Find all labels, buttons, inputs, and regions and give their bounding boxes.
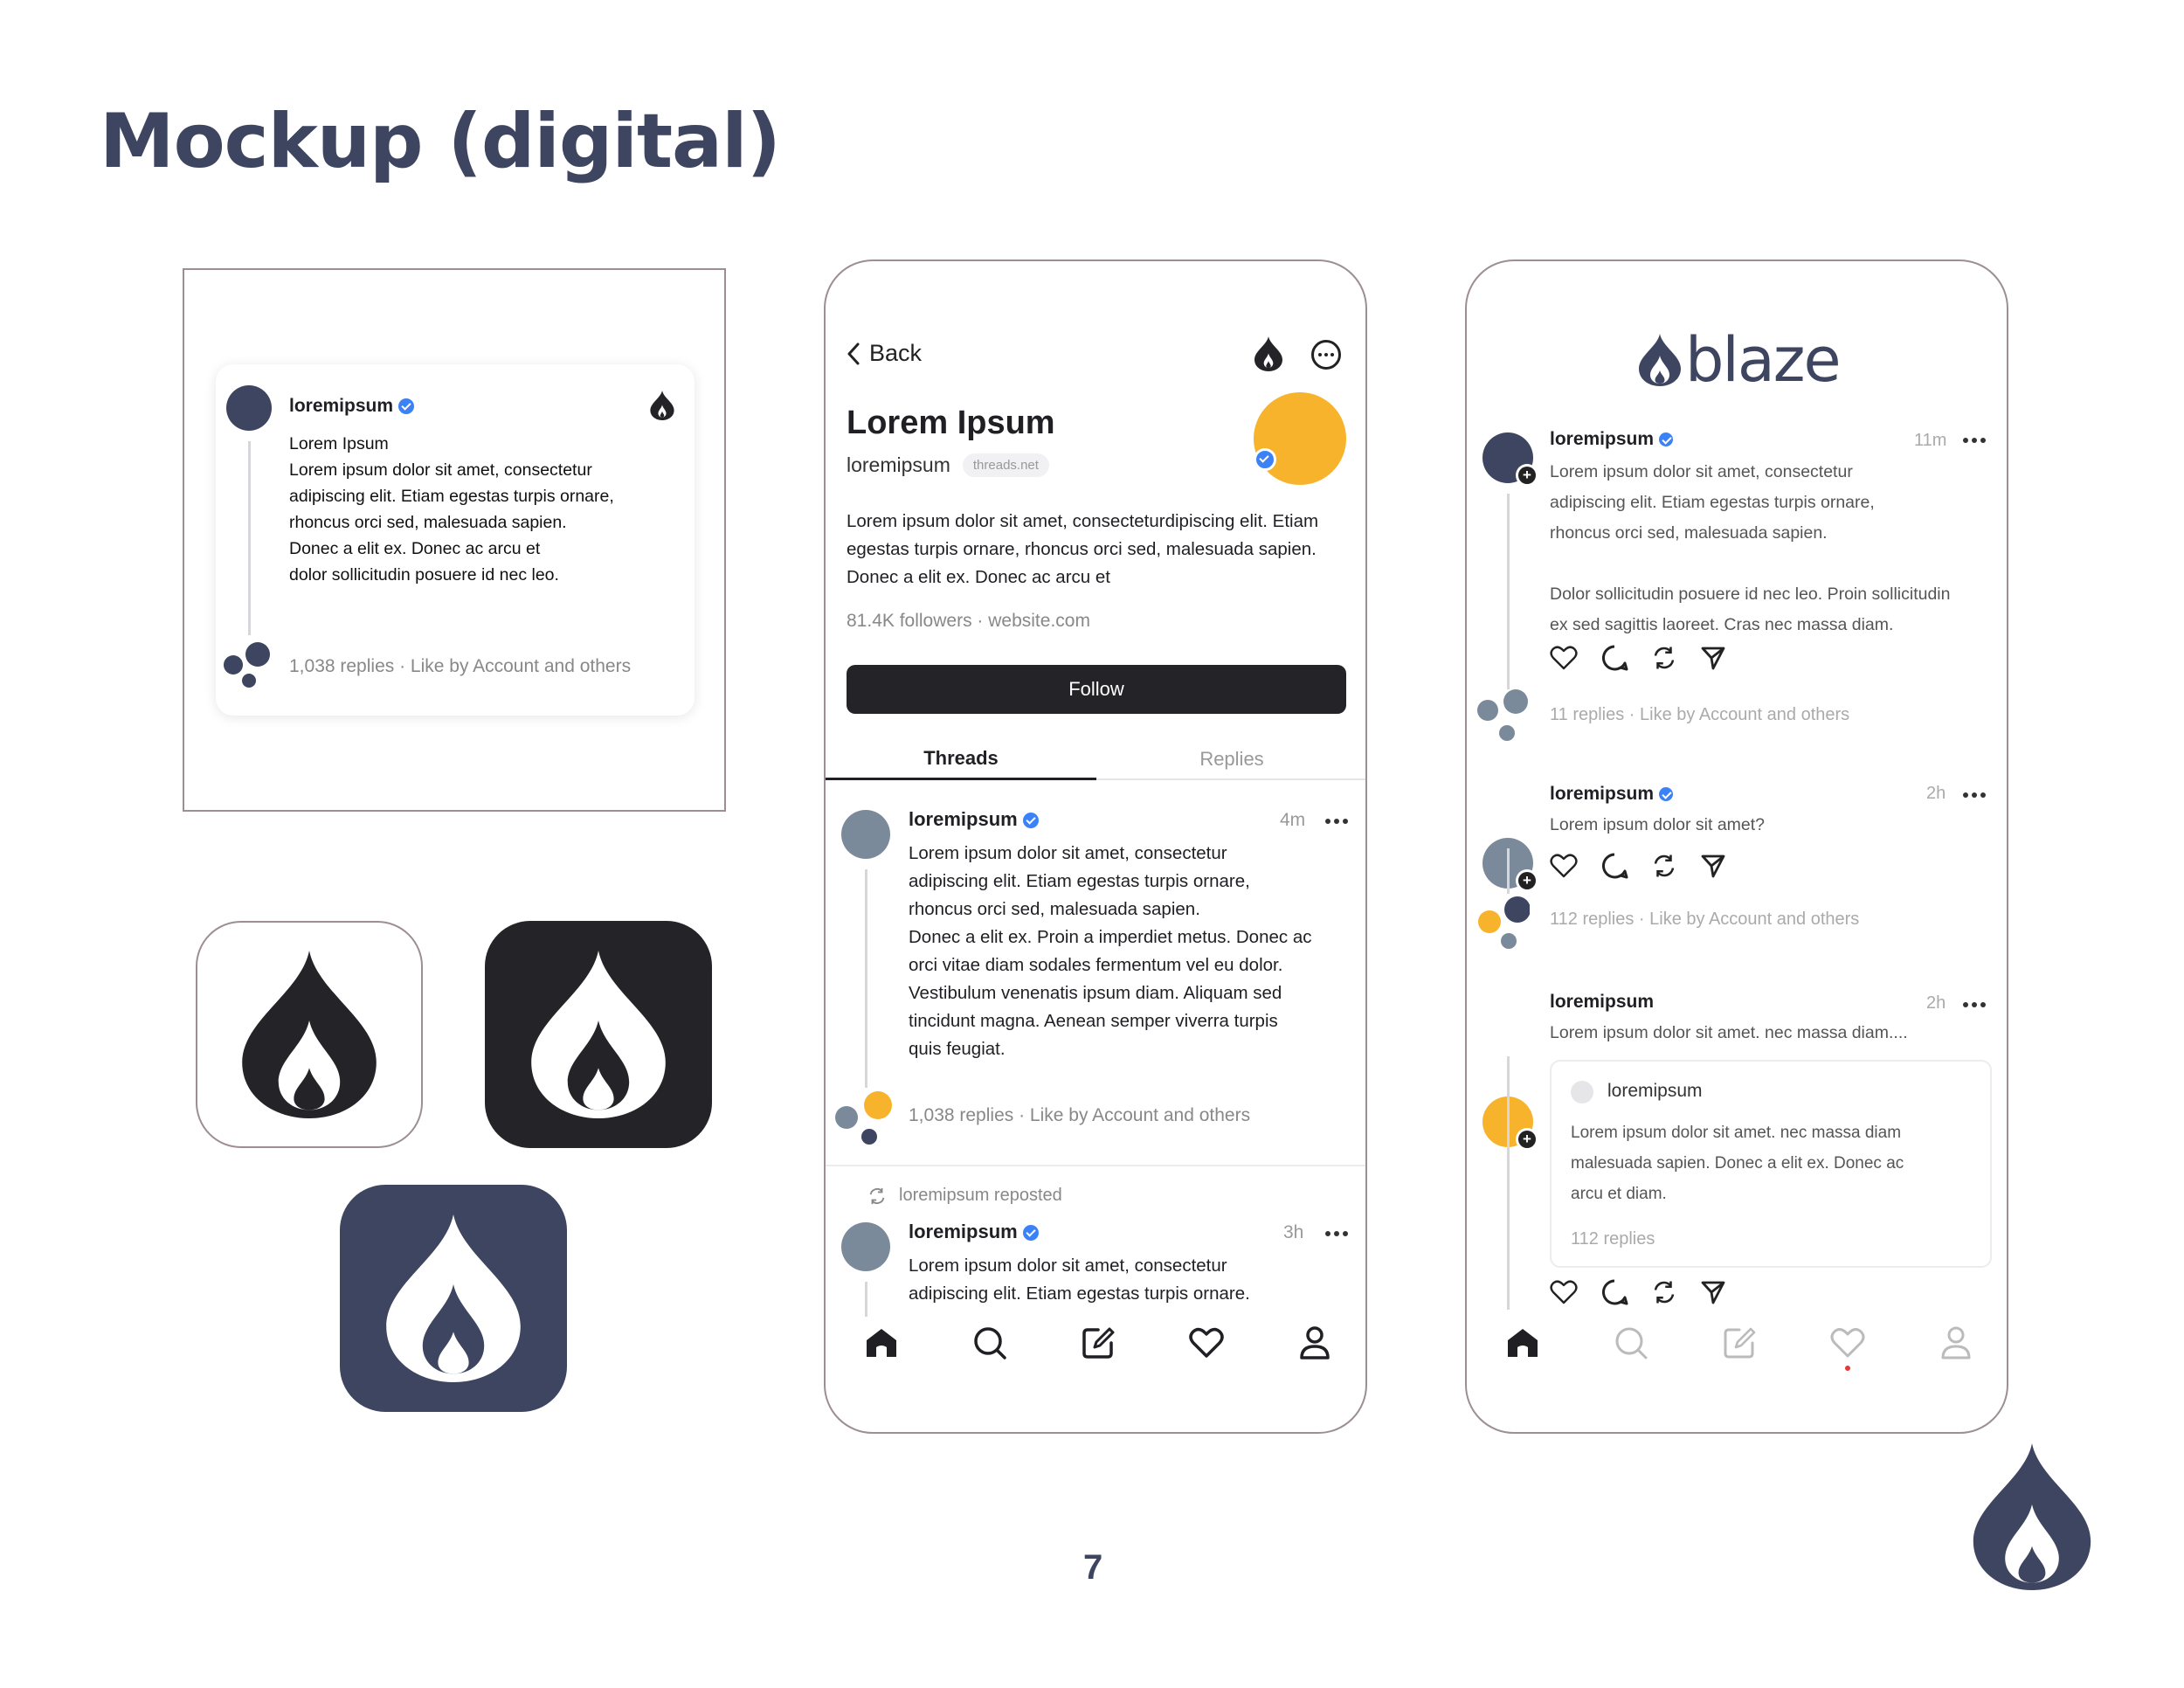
more-icon[interactable] <box>1325 819 1348 824</box>
avatar[interactable] <box>841 1222 890 1271</box>
post-time: 3h <box>1283 1222 1304 1242</box>
profile-icon <box>1940 1325 1972 1360</box>
post-body <box>909 1252 1250 1308</box>
verified-icon <box>1659 787 1673 801</box>
more-icon[interactable] <box>1325 1231 1348 1236</box>
quoted-username: loremipsum <box>1607 1081 1703 1101</box>
brand-name: blaze <box>1685 324 1840 396</box>
profile-phone-screen <box>824 259 1367 1434</box>
repost-icon[interactable] <box>1651 853 1677 879</box>
post-line: Lorem ipsum dolor sit amet. nec massa diam <box>1571 1124 1902 1142</box>
flame-icon <box>529 949 668 1120</box>
verified-icon <box>1254 448 1276 471</box>
post-line: adipiscing elit. Etiam egestas turpis ornare, <box>289 487 614 506</box>
quoted-meta[interactable]: 112 replies <box>1571 1229 1655 1249</box>
nav-activity[interactable] <box>1827 1322 1869 1364</box>
repost-note <box>867 1186 1062 1206</box>
username-label: loremipsum <box>909 808 1018 830</box>
tab-replies[interactable]: Replies <box>1199 748 1264 770</box>
post-line: adipiscing elit. Etiam egestas turpis ornare, <box>1550 493 1875 512</box>
more-icon[interactable] <box>1963 792 1986 798</box>
post-line: Lorem ipsum dolor sit amet, consectetur <box>289 460 592 480</box>
reply-icon[interactable] <box>1600 644 1628 672</box>
post-body <box>1550 457 1951 640</box>
verified-icon <box>1023 1225 1039 1241</box>
nav-compose[interactable] <box>1077 1322 1119 1364</box>
post-line: Vestibulum venenatis ipsum diam. Aliquam sed <box>909 983 1282 1003</box>
post-body: Lorem ipsum dolor sit amet? <box>1550 815 1766 834</box>
back-button[interactable] <box>847 340 922 367</box>
post-time: 2h <box>1926 784 1946 803</box>
heart-icon <box>1189 1327 1224 1359</box>
nav-home[interactable] <box>860 1322 902 1364</box>
verified-icon <box>1659 432 1673 446</box>
post-time: 4m <box>1280 810 1306 830</box>
handle-label: loremipsum <box>847 453 950 476</box>
post-username[interactable] <box>1550 992 1654 1013</box>
feed-phone-screen <box>1465 259 2008 1434</box>
reply-avatars <box>223 642 275 691</box>
notification-dot <box>1845 1366 1850 1371</box>
post-body: Lorem ipsum dolor sit amet. nec massa diam.... <box>1550 1023 1908 1042</box>
flame-icon[interactable] <box>649 391 675 420</box>
avatar[interactable] <box>1482 432 1533 483</box>
post-line: quis feugiat. <box>909 1039 1006 1059</box>
post-meta[interactable]: 1,038 replies · Like by Account and others <box>289 656 632 676</box>
flame-icon <box>1638 334 1682 386</box>
profile-handle <box>847 453 1049 477</box>
compose-icon <box>1081 1325 1116 1360</box>
nav-compose[interactable] <box>1718 1322 1760 1364</box>
search-icon <box>1614 1325 1648 1360</box>
embed-preview-frame <box>183 268 726 812</box>
more-icon[interactable] <box>1311 340 1341 370</box>
post-actions <box>1550 1278 1726 1306</box>
thread-line <box>865 1282 867 1317</box>
thread-line <box>1507 848 1510 894</box>
nav-profile[interactable] <box>1294 1322 1336 1364</box>
post-actions <box>1550 852 1726 880</box>
quoted-body <box>1571 1117 1904 1209</box>
heart-icon[interactable] <box>1550 853 1578 879</box>
avatar <box>1571 1081 1593 1103</box>
profile-icon <box>1299 1325 1330 1360</box>
post-line: ex sed sagittis laoreet. Cras nec massa diam. <box>1550 615 1894 634</box>
compose-icon <box>1722 1325 1757 1360</box>
thread-line <box>865 869 867 1088</box>
app-icon-navy <box>340 1185 567 1412</box>
post-line: dolor sollicitudin posuere id nec leo. <box>289 565 559 585</box>
nav-profile[interactable] <box>1935 1322 1977 1364</box>
follow-plus-icon[interactable]: + <box>1516 464 1538 487</box>
slide-title: Mockup (digital) <box>100 98 780 185</box>
post-line: Dolor sollicitudin posuere id nec leo. Proin sollicitudin <box>1550 585 1951 604</box>
follow-plus-icon[interactable]: + <box>1516 869 1538 892</box>
nav-search[interactable] <box>969 1322 1011 1364</box>
post-line: tincidunt magna. Aenean semper viverra turpis <box>909 1011 1278 1031</box>
post-username[interactable] <box>1550 429 1673 450</box>
reply-icon[interactable] <box>1600 852 1628 880</box>
post-body <box>289 431 656 588</box>
back-label: Back <box>869 340 923 366</box>
post-line: rhoncus orci sed, malesuada sapien. <box>909 899 1200 919</box>
username-label: loremipsum <box>1550 429 1655 449</box>
post-meta[interactable]: 112 replies · Like by Account and others <box>1550 910 1860 929</box>
post-username[interactable] <box>909 808 1039 831</box>
bio-line: egestas turpis ornare, rhoncus orci sed, malesuada sapien. <box>847 539 1317 559</box>
profile-name: Lorem Ipsum <box>847 405 1055 441</box>
bottom-nav <box>826 1322 1367 1383</box>
flame-icon[interactable] <box>1254 336 1283 371</box>
follow-plus-icon[interactable]: + <box>1516 1128 1538 1151</box>
chevron-left-icon <box>847 342 860 365</box>
post-line: rhoncus orci sed, malesuada sapien. <box>1550 523 1828 543</box>
app-icon-dark <box>485 921 712 1148</box>
profile-bio <box>847 508 1344 591</box>
post-line: Lorem ipsum dolor sit amet, consectetur <box>909 1256 1227 1276</box>
verified-icon <box>398 398 414 414</box>
thread-line <box>248 441 251 635</box>
post-line: Donec a elit ex. Proin a imperdiet metus. Donec ac <box>909 927 1312 947</box>
username-label: loremipsum <box>1550 992 1655 1012</box>
flame-logo-icon <box>1971 1438 2093 1595</box>
follow-button[interactable]: Follow <box>847 665 1346 714</box>
heart-icon <box>1830 1327 1865 1359</box>
post-line: Donec a elit ex. Donec ac arcu et <box>289 539 541 558</box>
nav-activity[interactable] <box>1185 1322 1227 1364</box>
post-meta[interactable]: 11 replies · Like by Account and others <box>1550 705 1850 724</box>
verified-icon <box>1023 813 1039 828</box>
post-line: adipiscing elit. Etiam egestas turpis ornare. <box>909 1283 1250 1304</box>
bio-line: Donec a elit ex. Donec ac arcu et <box>847 567 1110 587</box>
repost-icon[interactable] <box>1651 645 1677 671</box>
post-line: Lorem ipsum dolor sit amet, consectetur <box>1550 462 1853 481</box>
tab-threads[interactable]: Threads <box>826 738 1096 780</box>
home-icon <box>1505 1326 1540 1359</box>
post-username[interactable] <box>289 396 414 417</box>
nav-home[interactable] <box>1502 1322 1544 1364</box>
post-username[interactable] <box>1550 784 1673 805</box>
divider <box>826 1165 1367 1166</box>
post-line: arcu et diam. <box>1571 1185 1667 1203</box>
username-label: loremipsum <box>289 396 394 416</box>
post-body <box>909 840 1311 1063</box>
repost-icon <box>867 1186 887 1206</box>
more-icon[interactable] <box>1963 1002 1986 1007</box>
post-time: 2h <box>1926 993 1946 1013</box>
post-line <box>1550 549 1951 579</box>
post-username[interactable] <box>909 1221 1039 1243</box>
nav-search[interactable] <box>1610 1322 1652 1364</box>
avatar[interactable] <box>1254 392 1346 485</box>
reply-avatars <box>1477 689 1530 744</box>
profile-tabs <box>826 738 1367 780</box>
home-icon <box>864 1326 899 1359</box>
post-line: adipiscing elit. Etiam egestas turpis ornare, <box>909 871 1250 891</box>
post-line: Lorem Ipsum <box>289 434 389 453</box>
app-icon-light <box>196 921 423 1148</box>
brand-logo <box>1638 324 1840 396</box>
avatar[interactable] <box>841 810 890 859</box>
post-line: Lorem ipsum dolor sit amet, consectetur <box>909 843 1227 863</box>
reply-avatars <box>834 1091 895 1147</box>
bottom-nav <box>1467 1322 2008 1383</box>
post-actions <box>1550 644 1726 672</box>
post-line: rhoncus orci sed, malesuada sapien. <box>289 513 567 532</box>
post-meta[interactable]: 1,038 replies · Like by Account and others <box>909 1105 1251 1125</box>
flame-icon <box>239 949 379 1120</box>
reply-avatars <box>1477 896 1530 950</box>
thread-line <box>1507 1056 1510 1310</box>
share-icon[interactable] <box>1700 853 1726 879</box>
share-icon[interactable] <box>1700 1279 1726 1305</box>
thread-line <box>1507 494 1510 689</box>
post-line: malesuada sapien. Donec a elit ex. Donec ac <box>1571 1154 1904 1173</box>
page-number: 7 <box>1083 1548 1103 1587</box>
avatar[interactable] <box>226 385 272 431</box>
post-time: 11m <box>1914 431 1947 450</box>
repost-icon[interactable] <box>1651 1279 1677 1305</box>
share-icon[interactable] <box>1700 645 1726 671</box>
post-line: orci vitae diam sodales fermentum vel eu dolor. <box>909 955 1283 975</box>
reply-icon[interactable] <box>1600 1278 1628 1306</box>
username-label: loremipsum <box>909 1221 1018 1242</box>
repost-label: loremipsum reposted <box>899 1186 1062 1205</box>
profile-stats[interactable]: 81.4K followers · website.com <box>847 611 1090 631</box>
flame-icon <box>384 1213 523 1384</box>
search-icon <box>972 1325 1007 1360</box>
bio-line: Lorem ipsum dolor sit amet, consecteturdipiscing elit. Etiam <box>847 511 1319 531</box>
domain-badge[interactable]: threads.net <box>963 453 1049 477</box>
more-icon[interactable] <box>1963 438 1986 443</box>
heart-icon[interactable] <box>1550 645 1578 671</box>
embed-post-card[interactable] <box>216 364 695 716</box>
username-label: loremipsum <box>1550 784 1655 804</box>
heart-icon[interactable] <box>1550 1279 1578 1305</box>
quoted-post-card[interactable] <box>1550 1060 1992 1268</box>
